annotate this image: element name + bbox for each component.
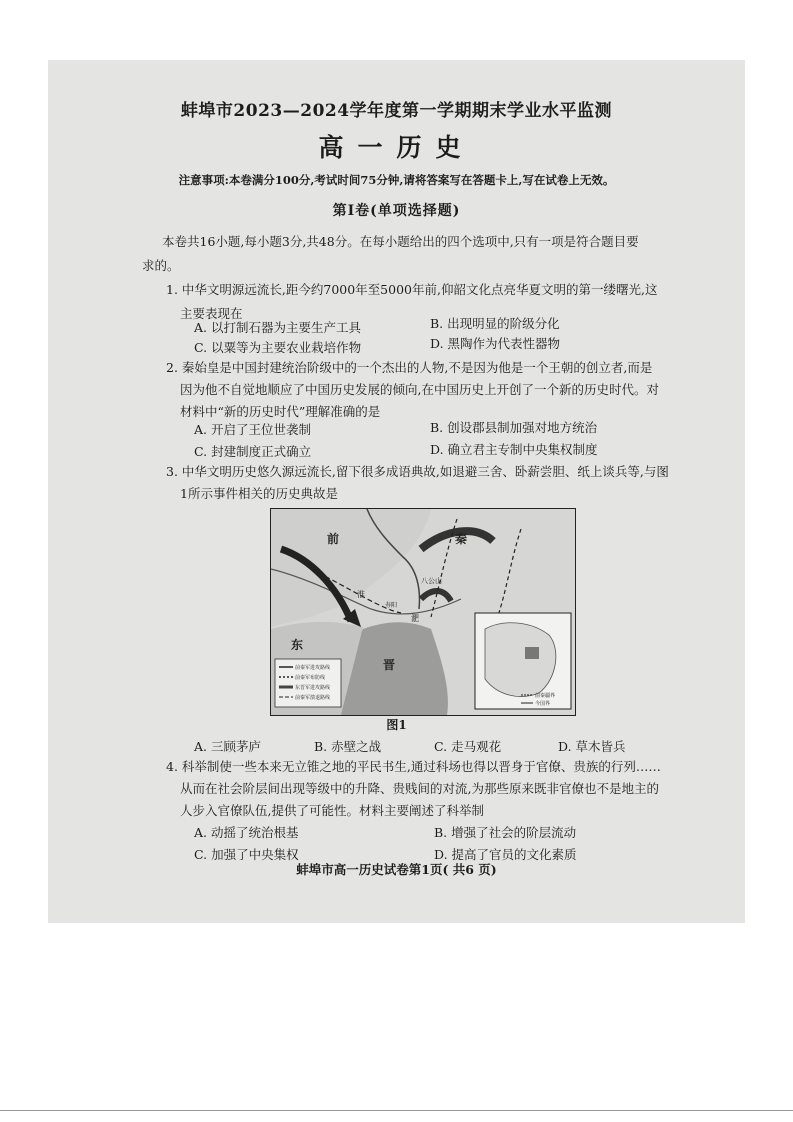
battle-map-figure <box>270 508 576 716</box>
q2-option-c: C. 封建制度正式确立 <box>194 444 312 459</box>
exam-sheet <box>48 60 745 923</box>
q2-stem-line-1: 2. 秦始皇是中国封建统治阶级中的一个杰出的人物,不是因为他是一个王朝的创立者,而是 <box>166 360 653 375</box>
section-title: 第Ⅰ卷(单项选择题) <box>332 203 461 219</box>
inset-map-highlight <box>525 647 539 659</box>
map-graphic <box>271 509 575 715</box>
legend-label-4: 前秦军溃退路线 <box>295 695 331 701</box>
q3-option-c: C. 走马观花 <box>434 739 502 754</box>
q4-stem-line-3: 人步入官僚队伍,提供了可能性。材料主要阐述了科举制 <box>180 803 484 818</box>
q4-stem-line-2: 从而在社会阶层间出现等级中的升降、贵贱间的对流,为那些原来既非官僚也不是地主的 <box>180 781 659 796</box>
q1-stem-line-1: 1. 中华文明源远流长,距今约7000年至5000年前,仰韶文化点亮华夏文明的第一缕曙光,这 <box>166 282 658 297</box>
bottom-divider <box>0 1110 793 1111</box>
notice-text: 注意事项:本卷满分100分,考试时间75分钟,请将答案写在答题卡上,写在试卷上无效。 <box>178 173 615 187</box>
map-label-shouyang: 寿阳 <box>385 602 398 609</box>
q4-option-d: D. 提高了官员的文化素质 <box>434 847 577 862</box>
inset-legend-label-2: 今国界 <box>535 701 551 707</box>
page-footer: 蚌埠市高一历史试卷第1页( 共6 页) <box>296 862 497 877</box>
q3-option-a: A. 三顾茅庐 <box>194 739 261 754</box>
map-label-bagongshan: 八公山 <box>421 577 442 585</box>
instructions-line-1: 本卷共16小题,每小题3分,共48分。在每小题给出的四个选项中,只有一项是符合题目要 <box>162 234 639 249</box>
q3-stem-line-2: 1所示事件相关的历史典故是 <box>180 486 338 501</box>
q1-option-d: D. 黑陶作为代表性器物 <box>430 336 561 351</box>
map-label-qin: 秦 <box>455 532 468 546</box>
exam-title: 蚌埠市2023—2024学年度第一学期期末学业水平监测 <box>180 101 613 121</box>
q1-option-a: A. 以打制石器为主要生产工具 <box>194 320 361 335</box>
q4-option-c: C. 加强了中央集权 <box>194 847 299 862</box>
q1-option-b: B. 出现明显的阶级分化 <box>430 316 560 331</box>
q1-stem-line-2: 主要表现在 <box>180 306 243 321</box>
inset-map-territory <box>485 623 556 697</box>
figure-caption: 图1 <box>386 718 407 732</box>
q2-option-a: A. 开启了王位世袭制 <box>194 422 311 437</box>
subject-title: 高一历史 <box>318 133 475 162</box>
legend-label-2: 前秦军布防线 <box>295 675 326 681</box>
q4-stem-line-1: 4. 科举制使一些本来无立锥之地的平民书生,通过科场也得以晋身于官僚、贵族的行列…… <box>166 759 661 774</box>
q2-stem-line-3: 材料中“新的历史时代”理解准确的是 <box>180 404 381 419</box>
q2-option-d: D. 确立君主专制中央集权制度 <box>430 442 598 457</box>
q3-option-b: B. 赤壁之战 <box>314 739 382 754</box>
q2-option-b: B. 创设郡县制加强对地方统治 <box>430 420 598 435</box>
q2-stem-line-2: 因为他不自觉地顺应了中国历史发展的倾向,在中国历史上开创了一个新的历史时代。对 <box>180 382 659 397</box>
q3-stem-line-1: 3. 中华文明历史悠久源远流长,留下很多成语典故,如退避三舍、卧薪尝胆、纸上谈兵等,与图 <box>166 464 669 479</box>
map-label-qian: 前 <box>327 532 340 546</box>
map-label-huai: 淮 <box>357 590 365 599</box>
q3-option-d: D. 草木皆兵 <box>558 739 626 754</box>
instructions-line-2: 求的。 <box>142 258 180 273</box>
q4-option-a: A. 动摇了统治根基 <box>194 825 299 840</box>
map-label-dong: 东 <box>291 638 304 652</box>
legend-label-3: 东晋军进攻路线 <box>295 685 331 691</box>
legend-label-1: 前秦军进攻路线 <box>295 665 331 671</box>
map-label-jin: 晋 <box>383 658 396 672</box>
q4-option-b: B. 增强了社会的阶层流动 <box>434 825 577 840</box>
inset-legend-label-1: 前秦疆界 <box>535 693 556 699</box>
q1-option-c: C. 以粟等为主要农业栽培作物 <box>194 340 362 355</box>
map-label-fei: 淝 <box>411 614 419 623</box>
